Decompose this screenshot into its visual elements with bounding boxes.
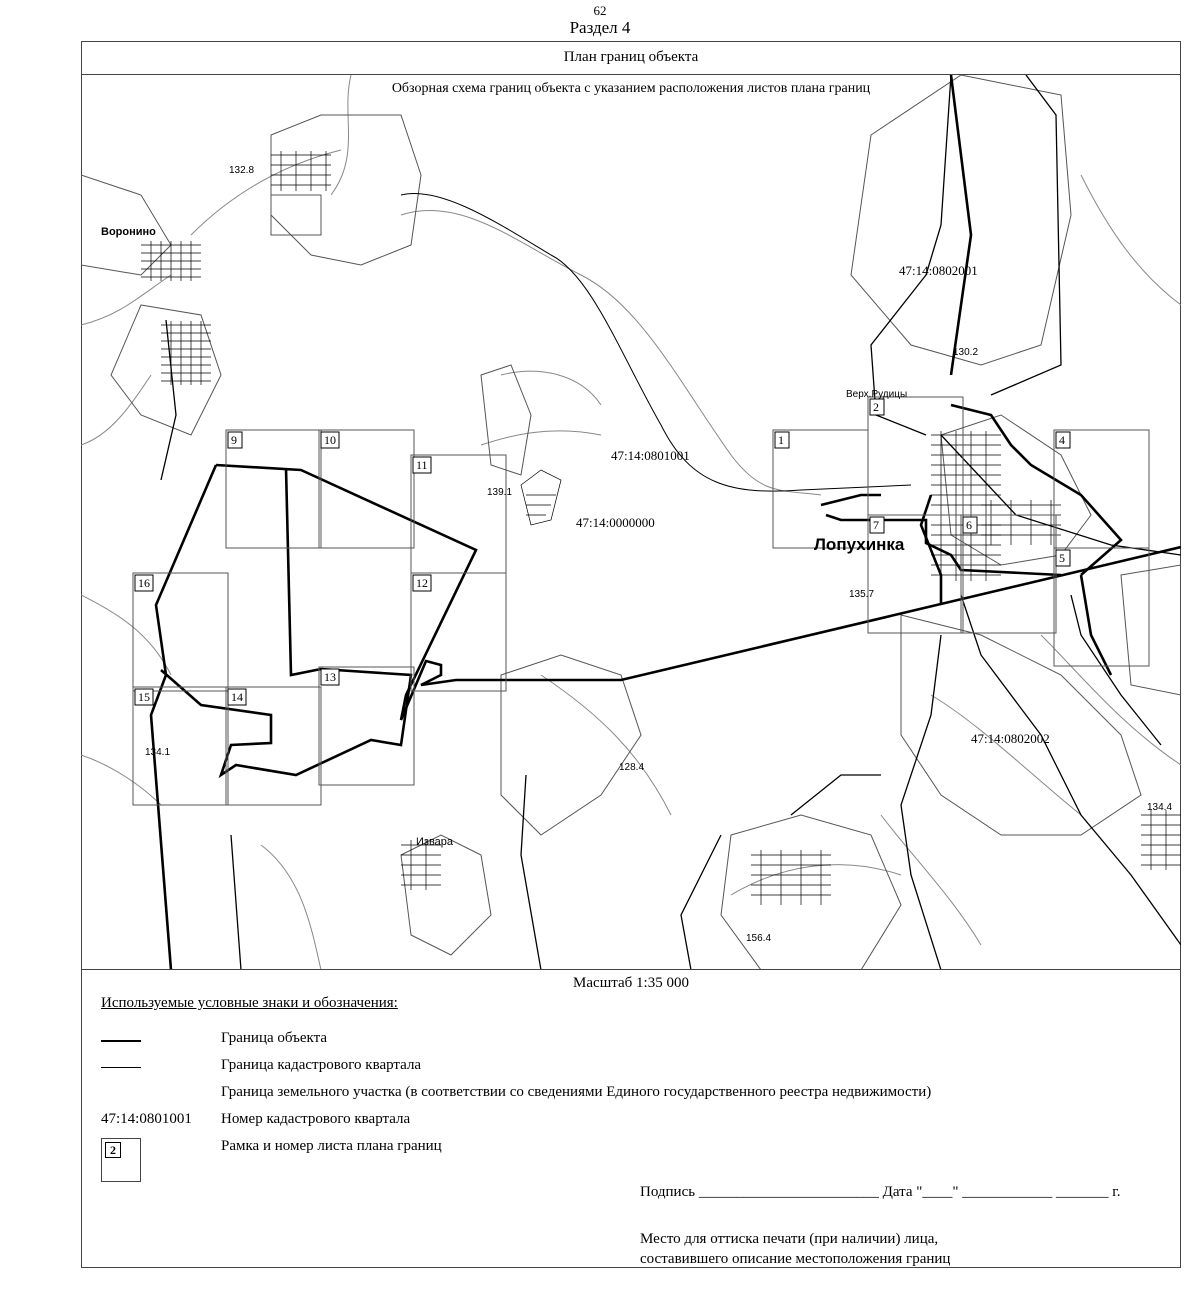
page-number: 62 <box>593 3 607 18</box>
date-blank: "____" ____________ _______ <box>916 1184 1113 1200</box>
sheet-number: 2 <box>873 400 879 414</box>
height-mark: 139.1 <box>487 487 513 498</box>
map-caption: Обзорная схема границ объекта с указанием расположения листов плана границ <box>391 81 871 96</box>
legend-sheet-frame <box>101 1138 1101 1184</box>
object-boundary <box>151 75 1181 970</box>
road-lines <box>401 193 911 491</box>
height-mark: 130.2 <box>953 347 979 358</box>
quarter-code-sample: 47:14:0801001 <box>101 1111 192 1127</box>
height-mark: 135.7 <box>849 589 875 600</box>
legend-title: Используемые условные знаки и обозначения: <box>101 995 398 1011</box>
legend-label: Граница земельного участка (в соответствии со сведениями Единого государственного реестра недвижимости) <box>221 1084 932 1100</box>
signature-line <box>640 1184 1120 1201</box>
legend-label: Граница кадастрового квартала <box>221 1057 422 1073</box>
legend-object-boundary <box>101 1030 1101 1050</box>
sheet-number: 15 <box>138 690 150 704</box>
settlement-hatching <box>141 151 1181 905</box>
height-mark: 132.8 <box>229 165 255 176</box>
plan-title: План границ объекта <box>81 41 1181 75</box>
sheet-number: 4 <box>1059 433 1065 447</box>
sheet-number: 11 <box>416 458 428 472</box>
date-label: Дата <box>882 1184 913 1200</box>
legend-quarter-code <box>101 1111 1101 1131</box>
legend-label: Граница объекта <box>221 1030 328 1046</box>
settlement-label: Лопухинка <box>814 535 905 554</box>
scale-label: Масштаб 1:35 000 <box>573 975 689 991</box>
legend-label: Рамка и номер листа плана границ <box>221 1138 442 1154</box>
sheet-number: 12 <box>416 576 428 590</box>
sheet-number: 5 <box>1059 551 1065 565</box>
map-canvas <box>81 75 1181 970</box>
height-mark: 156.4 <box>746 933 772 944</box>
quarter-boundaries <box>161 75 1181 970</box>
quarter-label: 47:14:0802001 <box>899 263 978 278</box>
settlement-label: Воронино <box>101 226 156 238</box>
sheet-number: 10 <box>324 433 336 447</box>
legend-label: Номер кадастрового квартала <box>221 1111 411 1127</box>
sheet-number-sample: 2 <box>105 1142 121 1158</box>
sheet-frame-sample <box>101 1138 141 1182</box>
settlement-label: Извара <box>416 836 454 848</box>
height-mark: 128.4 <box>619 762 645 773</box>
legend-parcel-boundary <box>101 1084 1101 1104</box>
sheet-number: 1 <box>778 433 784 447</box>
stamp-line-1: Место для оттиска печати (при наличии) лица, <box>640 1231 939 1247</box>
overview-map <box>81 75 1181 970</box>
quarter-label: 47:14:0000000 <box>576 515 655 530</box>
sheet-number: 14 <box>231 690 243 704</box>
object-boundary-symbol <box>101 1040 141 1042</box>
sheet-number: 13 <box>324 670 336 684</box>
height-mark: 134.1 <box>145 747 171 758</box>
sheet-number: 9 <box>231 433 237 447</box>
sheet-labels <box>135 399 1070 705</box>
sheet-number: 7 <box>873 518 879 532</box>
stamp-line-2: составившего описание местоположения границ <box>640 1251 951 1267</box>
signature-label: Подпись <box>640 1184 696 1200</box>
sheet-number: 16 <box>138 576 150 590</box>
section-title: Раздел 4 <box>569 18 631 37</box>
sheet-number: 6 <box>966 518 972 532</box>
height-mark: 134.4 <box>1147 802 1173 813</box>
signature-blank: ________________________ <box>698 1184 883 1200</box>
legend-quarter-boundary <box>101 1057 1101 1077</box>
settlement-label: Верх.Рудицы <box>846 389 908 400</box>
quarter-boundary-symbol <box>101 1067 141 1068</box>
year-suffix: г. <box>1112 1184 1121 1200</box>
quarter-label: 47:14:0802002 <box>971 731 1050 746</box>
quarter-label: 47:14:0801001 <box>611 448 690 463</box>
stamp-note <box>640 1229 950 1269</box>
